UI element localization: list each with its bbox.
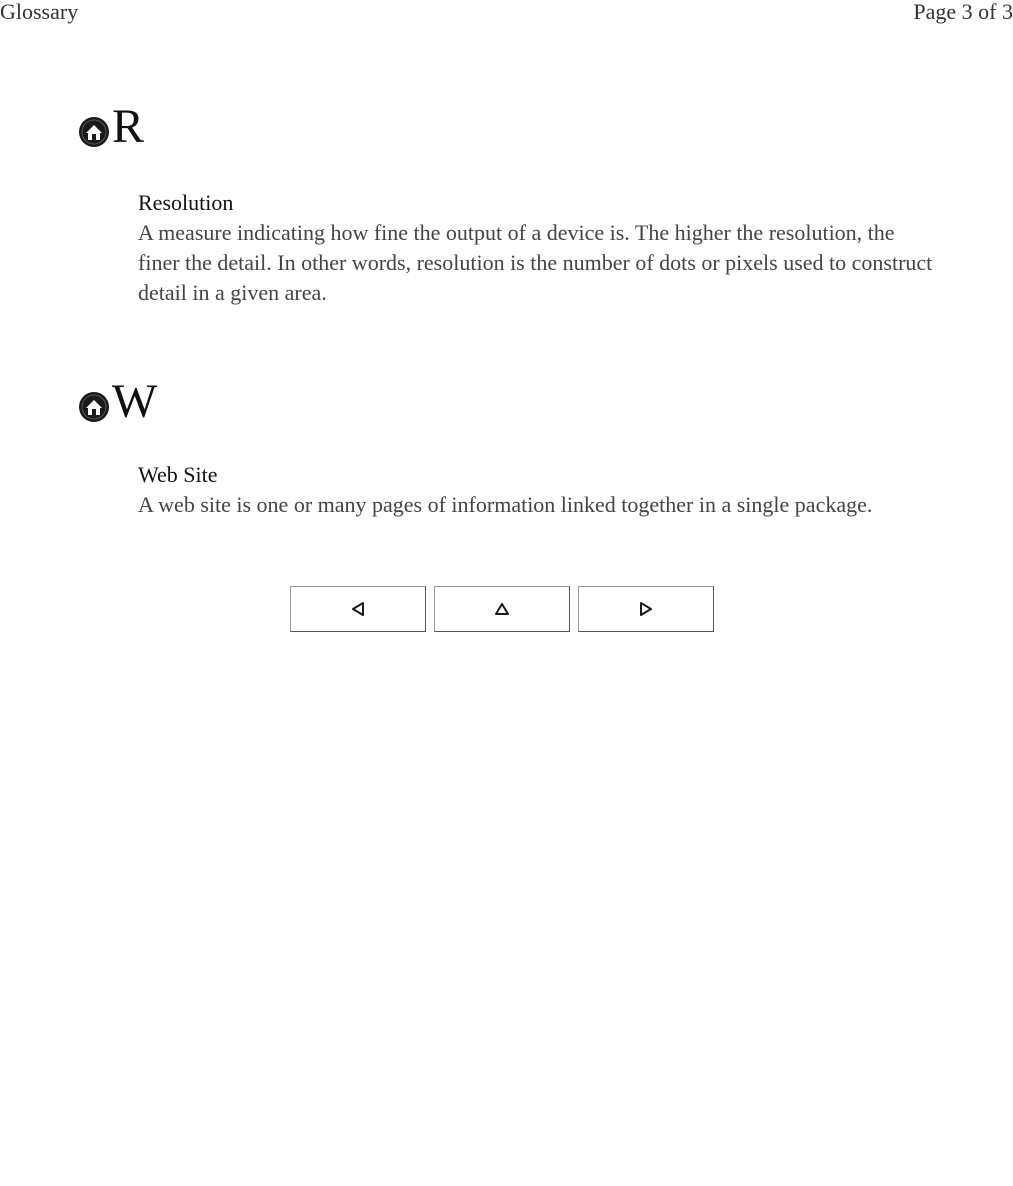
glossary-definition: A web site is one or many pages of information linked together in a single package. bbox=[138, 492, 873, 517]
section-heading-w bbox=[78, 375, 158, 428]
section-letter: W bbox=[112, 375, 158, 428]
glossary-entry bbox=[138, 460, 938, 520]
triangle-right-icon bbox=[639, 602, 653, 616]
glossary-term: Resolution bbox=[138, 190, 234, 215]
navigation-bar bbox=[290, 586, 714, 632]
home-icon[interactable] bbox=[78, 116, 110, 148]
page-title: Glossary bbox=[0, 0, 79, 24]
previous-button[interactable] bbox=[290, 586, 426, 632]
glossary-definition: A measure indicating how fine the output of a device is. The higher the resolution, the finer the detail. In other words, resolution is the number of dots or pixels used to construct detail in a given area. bbox=[138, 220, 933, 305]
triangle-up-icon bbox=[495, 602, 509, 616]
section-heading-r bbox=[78, 100, 145, 153]
triangle-left-icon bbox=[351, 602, 365, 616]
home-icon[interactable] bbox=[78, 391, 110, 423]
top-button[interactable] bbox=[434, 586, 570, 632]
glossary-entry bbox=[138, 188, 938, 308]
page-number: Page 3 of 3 bbox=[913, 0, 1013, 24]
glossary-term: Web Site bbox=[138, 462, 218, 487]
section-letter: R bbox=[112, 100, 145, 153]
next-button[interactable] bbox=[578, 586, 714, 632]
